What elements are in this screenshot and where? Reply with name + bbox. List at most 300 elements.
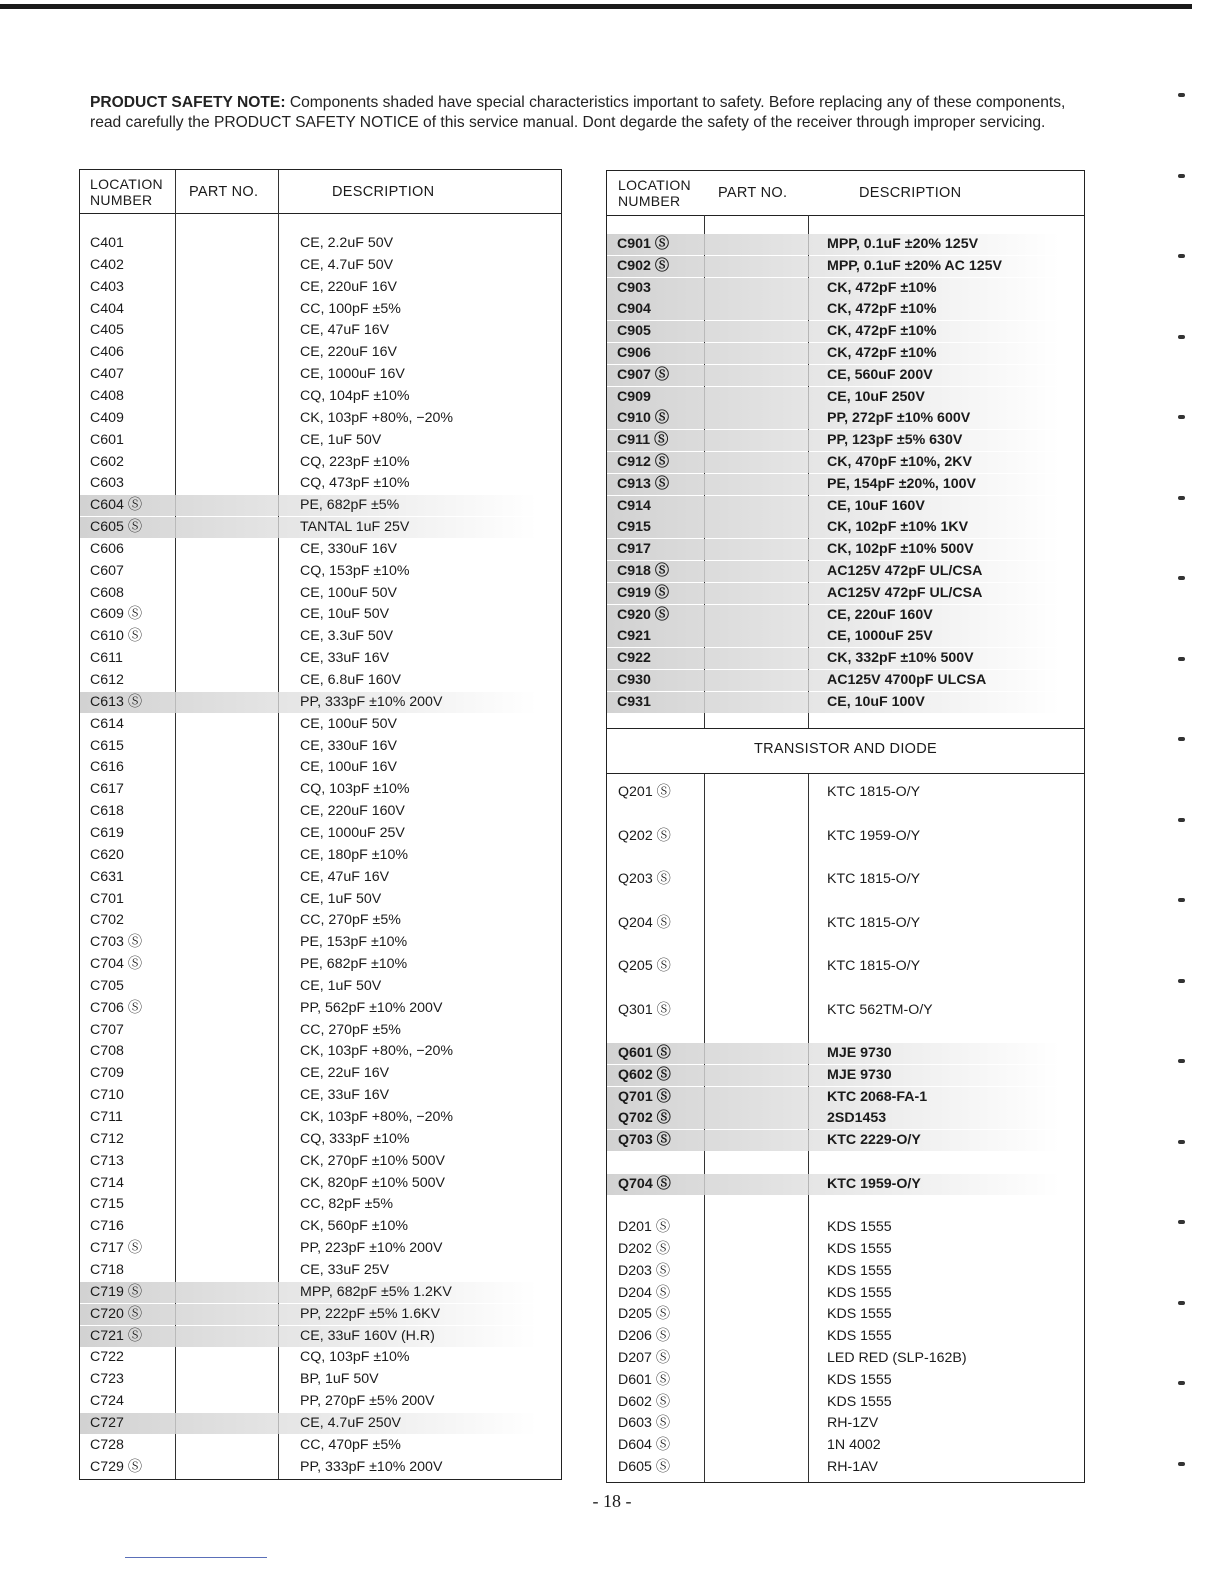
table-row xyxy=(80,1457,561,1478)
table-row xyxy=(80,1369,561,1390)
part-description: CE, 1000uF 16V xyxy=(300,366,405,383)
header-description xyxy=(859,171,961,215)
location-number: C906 xyxy=(617,345,651,361)
margin-mark xyxy=(1178,737,1185,741)
table-row xyxy=(80,473,561,494)
location-number: C909 xyxy=(617,388,651,405)
table-row xyxy=(607,1108,1084,1129)
location-number: C921 xyxy=(617,628,651,645)
part-description: BP, 1uF 50V xyxy=(300,1371,379,1388)
table-row xyxy=(607,913,1084,934)
margin-mark xyxy=(1178,818,1185,822)
table-row xyxy=(607,956,1084,977)
part-description: CE, 33uF 16V xyxy=(300,650,390,667)
part-description: CE, 4.7uF 250V xyxy=(300,1414,401,1431)
location-number: C603 xyxy=(90,475,124,492)
part-description: CE, 47uF 16V xyxy=(300,322,390,339)
table-row xyxy=(80,452,561,473)
location-number: D603 Ⓢ xyxy=(618,1415,671,1432)
table-row xyxy=(607,1457,1084,1478)
margin-mark xyxy=(1178,898,1185,902)
location-number: C611 xyxy=(90,650,123,667)
part-description: CQ, 333pF ±10% xyxy=(300,1130,410,1147)
margin-mark xyxy=(1178,174,1185,178)
table-row xyxy=(80,277,561,298)
table-row xyxy=(80,845,561,866)
part-description: PP, 562pF ±10% 200V xyxy=(300,999,443,1016)
part-description: LED RED (SLP-162B) xyxy=(827,1350,967,1366)
part-description: CK, 103pF +80%, −20% xyxy=(300,409,454,426)
header-part-no-label: PART NO. xyxy=(189,183,259,200)
location-number: C606 xyxy=(90,540,124,557)
table-row xyxy=(607,539,1084,560)
location-number: Q704 Ⓢ xyxy=(618,1175,671,1192)
table-row xyxy=(607,1370,1084,1391)
location-number: C614 xyxy=(90,715,124,732)
location-number: C404 xyxy=(90,300,124,317)
location-number: C612 xyxy=(90,672,124,688)
part-description: CE, 4.7uF 50V xyxy=(300,256,394,273)
table-row xyxy=(80,1020,561,1041)
table-row xyxy=(80,386,561,407)
margin-mark xyxy=(1178,576,1185,580)
location-number: C904 xyxy=(617,301,651,318)
location-number: C604 Ⓢ xyxy=(90,497,143,514)
product-safety-note xyxy=(90,93,1080,133)
location-number: C911 Ⓢ xyxy=(617,432,669,449)
table-row xyxy=(80,998,561,1019)
table-row xyxy=(607,365,1084,386)
left-table-header xyxy=(80,170,561,214)
part-description: CK, 820pF ±10% 500V xyxy=(300,1174,446,1191)
table-row xyxy=(80,626,561,647)
footer-rule xyxy=(125,1557,267,1558)
location-number: C719 Ⓢ xyxy=(90,1283,143,1300)
location-number: C707 xyxy=(90,1021,124,1038)
location-number: Q301 Ⓢ xyxy=(618,1001,671,1018)
location-number: C617 xyxy=(90,781,124,798)
header-description-label: DESCRIPTION xyxy=(332,183,435,200)
location-number: C610 Ⓢ xyxy=(90,628,143,645)
table-row xyxy=(607,1261,1084,1282)
header-description-label: DESCRIPTION xyxy=(859,185,962,201)
part-description: CK, 270pF ±10% 500V xyxy=(300,1152,446,1169)
part-description: CE, 220uF 16V xyxy=(300,344,398,361)
table-row xyxy=(607,1130,1084,1151)
margin-mark xyxy=(1178,415,1185,419)
header-location-label: LOCATION NUMBER xyxy=(618,177,691,209)
location-number: D205 Ⓢ xyxy=(618,1306,671,1323)
table-row xyxy=(80,1151,561,1172)
table-row xyxy=(607,387,1084,408)
part-description: AC125V 472pF UL/CSA xyxy=(827,563,983,579)
location-number: C601 xyxy=(90,431,124,448)
location-number: D202 Ⓢ xyxy=(618,1241,671,1257)
location-number: C720 Ⓢ xyxy=(90,1305,143,1322)
part-description: KTC 1815-O/Y xyxy=(827,958,921,974)
table-row xyxy=(607,1348,1084,1369)
part-description: CE, 33uF 25V xyxy=(300,1261,390,1278)
table-row xyxy=(607,1217,1084,1238)
location-number: Q601 Ⓢ xyxy=(618,1045,671,1061)
table-row xyxy=(80,320,561,341)
part-description: CE, 47uF 16V xyxy=(300,868,390,885)
margin-mark xyxy=(1178,93,1185,97)
part-description: 2SD1453 xyxy=(827,1110,887,1127)
table-row xyxy=(80,561,561,582)
table-row xyxy=(80,932,561,953)
table-row xyxy=(80,364,561,385)
location-number: C918 Ⓢ xyxy=(617,563,670,579)
table-row xyxy=(607,299,1084,320)
location-number: C616 xyxy=(90,759,124,776)
part-description: CE, 22uF 16V xyxy=(300,1065,390,1082)
location-number: C930 xyxy=(617,672,651,688)
location-number: Q205 Ⓢ xyxy=(618,958,671,974)
part-description: CE, 1uF 50V xyxy=(300,890,382,907)
part-description: KTC 1959-O/Y xyxy=(827,1175,921,1192)
part-description: KTC 562TM-O/Y xyxy=(827,1001,933,1018)
location-number: C903 xyxy=(617,279,651,296)
safety-note-text: Components shaded have special characteristics important to safety. Before replacing any of these components, read carefully the PRODUCT SAFETY NOTICE of this service manual. Dont degarde the safety of the receiver through improper servicing. xyxy=(90,94,1066,131)
location-number: D204 Ⓢ xyxy=(618,1284,671,1301)
table-row xyxy=(80,954,561,975)
location-number: C728 xyxy=(90,1436,124,1453)
table-row xyxy=(80,714,561,735)
right-parts-table xyxy=(606,170,1085,1483)
part-description: CQ, 473pF ±10% xyxy=(300,475,410,492)
location-number: D201 Ⓢ xyxy=(618,1219,671,1236)
table-row xyxy=(607,343,1084,364)
location-number: C714 xyxy=(90,1174,124,1191)
part-description: PP, 223pF ±10% 200V xyxy=(300,1240,443,1257)
table-row xyxy=(80,1260,561,1281)
part-description: RH-1AV xyxy=(827,1459,878,1475)
table-row xyxy=(80,976,561,997)
part-description: CE, 220uF 16V xyxy=(300,278,398,295)
part-description: MPP, 682pF ±5% 1.2KV xyxy=(300,1283,452,1300)
part-description: CE, 220uF 160V xyxy=(300,803,405,820)
margin-mark xyxy=(1178,657,1185,661)
right-table-header xyxy=(607,171,1084,216)
location-number: C717 Ⓢ xyxy=(90,1240,143,1257)
part-description: CK, 472pF ±10% xyxy=(827,345,937,361)
part-description: KDS 1555 xyxy=(827,1241,892,1257)
part-description: CE, 330uF 16V xyxy=(300,540,398,557)
table-row xyxy=(80,1107,561,1128)
location-number: C901 Ⓢ xyxy=(617,236,670,252)
part-description: KTC 2068-FA-1 xyxy=(827,1088,928,1105)
table-row xyxy=(607,583,1084,604)
location-number: C401 xyxy=(90,235,124,251)
table-row xyxy=(80,670,561,691)
table-row xyxy=(607,1413,1084,1434)
margin-mark xyxy=(1178,1059,1185,1063)
part-description: CK, 472pF ±10% xyxy=(827,301,937,318)
part-description: KTC 2229-O/Y xyxy=(827,1132,921,1149)
location-number: C607 xyxy=(90,562,124,579)
location-number: C620 xyxy=(90,846,124,863)
location-number: C602 xyxy=(90,453,124,470)
location-number: C729 Ⓢ xyxy=(90,1458,143,1475)
location-number: Q202 Ⓢ xyxy=(618,827,671,844)
part-description: CC, 270pF ±5% xyxy=(300,912,401,929)
location-number: D206 Ⓢ xyxy=(618,1328,671,1345)
location-number: C701 xyxy=(90,890,124,907)
location-number: C706 Ⓢ xyxy=(90,999,143,1016)
section-title: TRANSISTOR AND DIODE xyxy=(754,741,937,757)
table-row xyxy=(607,496,1084,517)
table-row xyxy=(80,1347,561,1368)
part-description: CE, 33uF 160V (H.R) xyxy=(300,1327,435,1344)
location-number: C613 Ⓢ xyxy=(90,693,143,710)
table-row xyxy=(607,321,1084,342)
location-number: C712 xyxy=(90,1130,124,1147)
top-rule xyxy=(0,4,1192,9)
location-number: C912 Ⓢ xyxy=(617,454,670,470)
part-description: KTC 1815-O/Y xyxy=(827,914,921,931)
header-part-no xyxy=(189,170,258,213)
table-row xyxy=(80,1063,561,1084)
part-description: KDS 1555 xyxy=(827,1306,892,1323)
table-row xyxy=(607,561,1084,582)
location-number: C618 xyxy=(90,803,124,820)
location-number: C403 xyxy=(90,278,124,295)
location-number: C920 Ⓢ xyxy=(617,606,670,623)
table-row xyxy=(607,430,1084,451)
part-description: KTC 1815-O/Y xyxy=(827,871,921,887)
part-description: CQ, 153pF ±10% xyxy=(300,562,410,579)
part-description: MPP, 0.1uF ±20% AC 125V xyxy=(827,257,1002,274)
table-row xyxy=(80,430,561,451)
table-row xyxy=(80,604,561,625)
location-number: C705 xyxy=(90,977,124,994)
part-description: CK, 103pF +80%, −20% xyxy=(300,1043,454,1060)
table-row xyxy=(607,517,1084,538)
part-description: CK, 470pF ±10%, 2KV xyxy=(827,454,972,470)
margin-mark xyxy=(1178,496,1185,500)
part-description: CE, 100uF 16V xyxy=(300,759,398,776)
table-row xyxy=(80,648,561,669)
location-number: Q201 Ⓢ xyxy=(618,784,671,800)
table-row xyxy=(607,234,1084,255)
part-description: KDS 1555 xyxy=(827,1371,892,1388)
part-description: CK, 103pF +80%, −20% xyxy=(300,1109,454,1125)
part-description: CE, 100uF 50V xyxy=(300,715,398,732)
location-number: C724 xyxy=(90,1393,124,1410)
table-row xyxy=(80,1041,561,1062)
table-row xyxy=(80,1391,561,1412)
part-description: CE, 560uF 200V xyxy=(827,366,933,383)
part-description: CE, 220uF 160V xyxy=(827,606,933,623)
table-row xyxy=(80,517,561,538)
table-row xyxy=(80,692,561,713)
part-description: PP, 222pF ±5% 1.6KV xyxy=(300,1305,441,1322)
location-number: C619 xyxy=(90,824,124,841)
table-row xyxy=(80,910,561,931)
safety-note-lead: PRODUCT SAFETY NOTE: xyxy=(90,94,286,111)
location-number: D602 Ⓢ xyxy=(618,1393,671,1410)
part-description: CE, 1uF 50V xyxy=(300,977,382,994)
margin-mark xyxy=(1178,1462,1185,1466)
part-description: CQ, 104pF ±10% xyxy=(300,387,410,404)
location-number: C709 xyxy=(90,1065,124,1082)
location-number: C405 xyxy=(90,322,124,339)
location-number: C605 Ⓢ xyxy=(90,519,143,536)
location-number: C914 xyxy=(617,497,651,514)
location-number: C608 xyxy=(90,584,124,601)
location-number: C408 xyxy=(90,387,124,404)
table-row xyxy=(607,1392,1084,1413)
part-description: CE, 1000uF 25V xyxy=(827,628,933,645)
location-number: C406 xyxy=(90,344,124,361)
part-description: PP, 270pF ±5% 200V xyxy=(300,1393,435,1410)
table-row xyxy=(80,779,561,800)
part-description: CE, 33uF 16V xyxy=(300,1087,390,1104)
table-row xyxy=(80,539,561,560)
part-description: CE, 10uF 250V xyxy=(827,388,925,405)
table-row xyxy=(80,1326,561,1347)
location-number: C721 Ⓢ xyxy=(90,1327,143,1344)
location-number: Q702 Ⓢ xyxy=(618,1110,671,1127)
table-row xyxy=(607,626,1084,647)
header-part-no xyxy=(718,171,787,215)
header-description xyxy=(332,170,434,213)
location-number: C919 Ⓢ xyxy=(617,584,670,601)
part-description: CC, 100pF ±5% xyxy=(300,300,401,317)
table-row xyxy=(607,256,1084,277)
table-row xyxy=(607,605,1084,626)
table-row xyxy=(607,1000,1084,1021)
part-description: PE, 682pF ±5% xyxy=(300,497,400,514)
table-row xyxy=(80,823,561,844)
part-description: KTC 1959-O/Y xyxy=(827,827,921,844)
location-number: Q703 Ⓢ xyxy=(618,1132,671,1149)
part-description: CE, 330uF 16V xyxy=(300,737,398,754)
location-number: Q701 Ⓢ xyxy=(618,1088,671,1105)
table-row xyxy=(80,867,561,888)
table-row xyxy=(607,1065,1084,1086)
location-number: C907 Ⓢ xyxy=(617,366,670,383)
table-row xyxy=(80,495,561,516)
location-number: Q602 Ⓢ xyxy=(618,1066,671,1083)
table-row xyxy=(80,736,561,757)
table-row xyxy=(607,1304,1084,1325)
table-row xyxy=(80,342,561,363)
part-description: 1N 4002 xyxy=(827,1437,881,1454)
table-row xyxy=(80,233,561,254)
location-number: Q204 Ⓢ xyxy=(618,914,671,931)
location-number: D203 Ⓢ xyxy=(618,1262,671,1279)
table-row xyxy=(80,1413,561,1434)
part-description: PP, 123pF ±5% 630V xyxy=(827,432,963,449)
location-number: D605 Ⓢ xyxy=(618,1459,671,1475)
location-number: Q203 Ⓢ xyxy=(618,871,671,887)
location-number: C631 xyxy=(90,868,124,885)
part-description: KDS 1555 xyxy=(827,1393,892,1410)
part-description: PE, 682pF ±10% xyxy=(300,956,408,973)
location-number: D604 Ⓢ xyxy=(618,1437,671,1454)
header-location xyxy=(90,170,176,213)
table-row xyxy=(80,757,561,778)
part-description: CE, 10uF 100V xyxy=(827,693,925,710)
part-description: CQ, 223pF ±10% xyxy=(300,453,410,470)
transistor-diode-section-header xyxy=(607,728,1084,774)
table-row xyxy=(607,1435,1084,1456)
part-description: CE, 10uF 160V xyxy=(827,497,925,514)
part-description: KDS 1555 xyxy=(827,1284,892,1301)
location-number: C711 xyxy=(90,1109,123,1125)
part-description: TANTAL 1uF 25V xyxy=(300,519,410,536)
left-parts-table xyxy=(79,169,562,1480)
location-number: C727 xyxy=(90,1414,124,1431)
margin-mark xyxy=(1178,979,1185,983)
table-row xyxy=(607,474,1084,495)
part-description: AC125V 4700pF ULCSA xyxy=(827,672,987,688)
table-row xyxy=(80,1282,561,1303)
part-description: KDS 1555 xyxy=(827,1262,892,1279)
table-row xyxy=(607,1087,1084,1108)
location-number: C409 xyxy=(90,409,124,426)
part-description: CE, 1uF 50V xyxy=(300,431,382,448)
part-description: MPP, 0.1uF ±20% 125V xyxy=(827,236,979,252)
table-row xyxy=(80,801,561,822)
part-description: PP, 272pF ±10% 600V xyxy=(827,410,971,427)
table-row xyxy=(80,1216,561,1237)
table-row xyxy=(607,452,1084,473)
table-row xyxy=(80,255,561,276)
part-description: PP, 333pF ±10% 200V xyxy=(300,693,443,710)
table-row xyxy=(80,1129,561,1150)
table-row xyxy=(80,299,561,320)
location-number: C715 xyxy=(90,1196,124,1213)
header-location-label: LOCATION NUMBER xyxy=(90,175,163,208)
table-row xyxy=(607,782,1084,803)
margin-mark xyxy=(1178,254,1185,258)
part-description: PE, 153pF ±10% xyxy=(300,934,408,951)
location-number: C902 Ⓢ xyxy=(617,257,670,274)
location-number: C716 xyxy=(90,1218,124,1235)
part-description: CE, 2.2uF 50V xyxy=(300,235,394,251)
location-number: C703 Ⓢ xyxy=(90,934,143,951)
table-row xyxy=(80,1194,561,1215)
part-description: CC, 470pF ±5% xyxy=(300,1436,401,1453)
location-number: C905 xyxy=(617,323,651,340)
part-description: CE, 10uF 50V xyxy=(300,606,390,623)
table-row xyxy=(607,692,1084,713)
table-row xyxy=(607,1283,1084,1304)
part-description: CE, 180pF ±10% xyxy=(300,846,408,863)
location-number: C704 Ⓢ xyxy=(90,956,143,973)
part-description: CE, 1000uF 25V xyxy=(300,824,405,841)
location-number: C718 xyxy=(90,1261,124,1278)
table-row xyxy=(607,1326,1084,1347)
location-number: C708 xyxy=(90,1043,124,1060)
margin-mark xyxy=(1178,1381,1185,1385)
location-number: C723 xyxy=(90,1371,124,1388)
margin-mark xyxy=(1178,1220,1185,1224)
location-number: C922 xyxy=(617,650,651,667)
table-row xyxy=(607,869,1084,890)
part-description: PP, 333pF ±10% 200V xyxy=(300,1458,443,1475)
table-row xyxy=(607,1043,1084,1064)
margin-mark xyxy=(1178,1140,1185,1144)
table-row xyxy=(607,670,1084,691)
location-number: C913 Ⓢ xyxy=(617,475,670,492)
table-row xyxy=(607,826,1084,847)
location-number: C917 xyxy=(617,541,651,558)
header-part-no-label: PART NO. xyxy=(718,185,788,201)
